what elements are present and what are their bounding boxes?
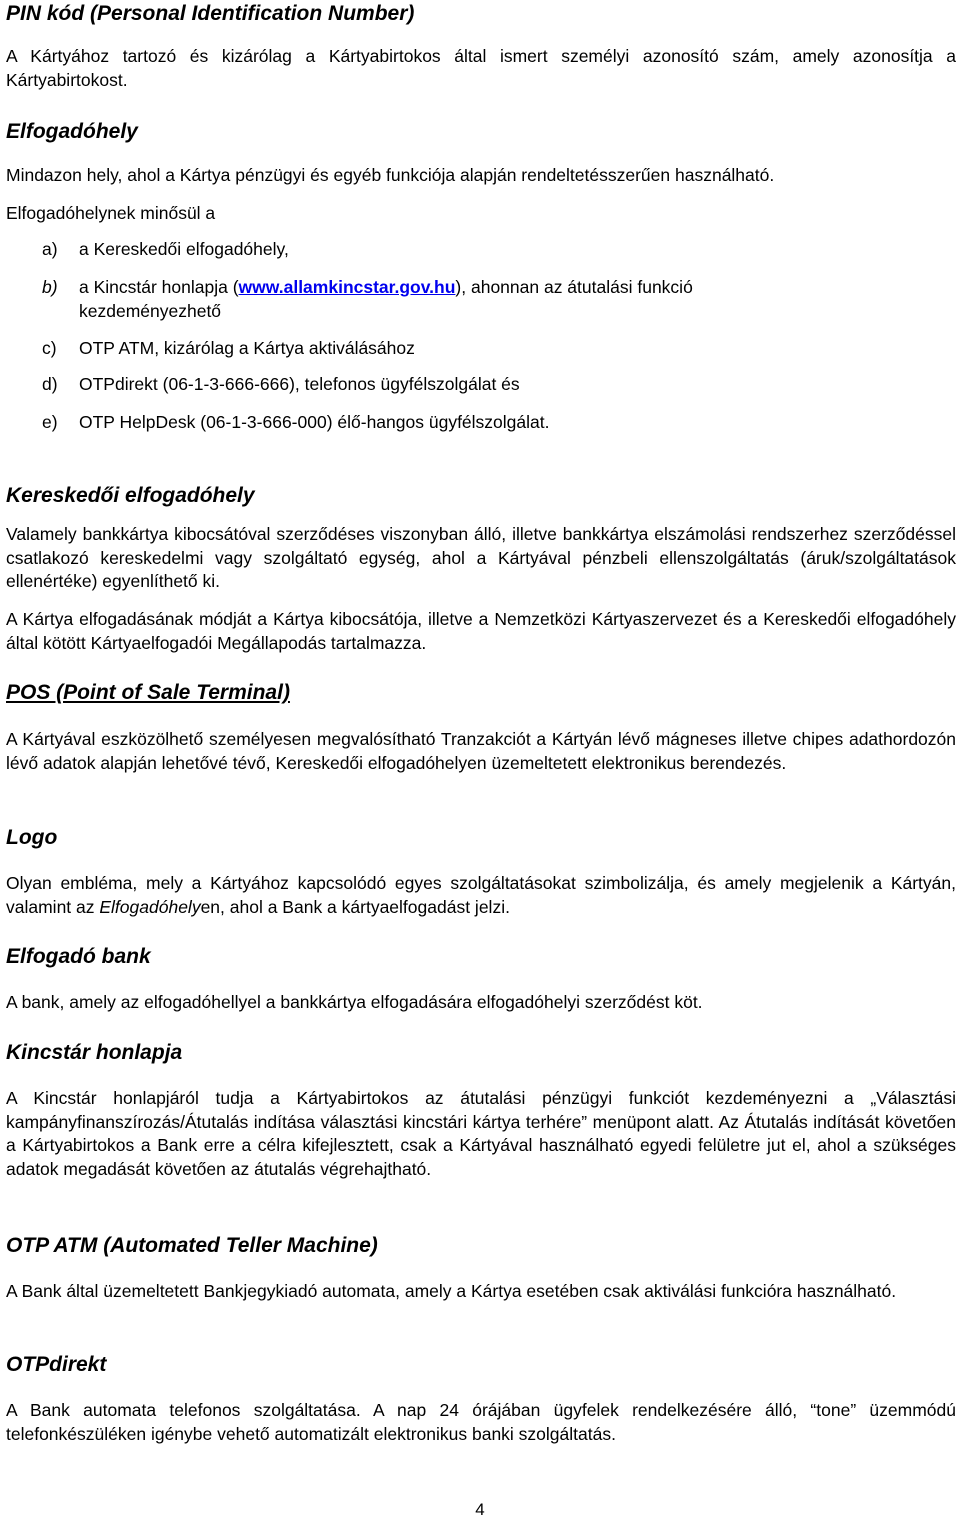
pos-definition: A Kártyával eszközölhető személyesen megvalósítható Tranzakciót a Kártyán lévő mágneses illetve chipes adathordozón lévő adatok alapján lehetővé tévő, Kereskedői elfogadóhelyen üzemeltetett elektronikus berendezés. <box>6 729 956 773</box>
kincstar-link[interactable]: www.allamkincstar.gov.hu <box>238 277 456 297</box>
logo-definition <box>6 872 956 919</box>
otp-atm-definition: A Bank által üzemeltetett Bankjegykiadó automata, amely a Kártya esetében csak aktiválási funkcióra használható. <box>6 1281 897 1301</box>
heading-kereskedoi: Kereskedői elfogadóhely <box>6 484 255 507</box>
heading-kincstar: Kincstár honlapja <box>6 1041 183 1064</box>
elfogado-bank-definition: A bank, amely az elfogadóhellyel a bankkártya elfogadására elfogadóhelyi szerződést köt. <box>6 992 703 1012</box>
list-marker: a) <box>42 239 58 259</box>
list-marker: c) <box>42 338 57 358</box>
elfogadohely-definition: Mindazon hely, ahol a Kártya pénzügyi és egyéb funkciója alapján rendeltetésszerűen használható. <box>6 165 775 185</box>
kincstar-definition: A Kincstár honlapjáról tudja a Kártyabirtokos az átutalási pénzügyi funkciót kezdeményezni a „Választási kampányfinanszírozás/Átutalás indítása választási kincstári kártya terhére” menüpont alatt. Az Átutalás indítását követően a Kártyabirtokos a Bank erre a célra kifejlesztett, csak a Kártyával használható egyedi felületre jut el, ahol a szükséges adatok megadását követően az átutalás végrehajtható. <box>6 1088 956 1179</box>
elfogadohely-intro: Elfogadóhelynek minősül a <box>6 203 216 223</box>
logo-text-before: Olyan embléma, mely a Kártyához kapcsolódó egyes szolgáltatásokat szimbolizálja, és amely megjelenik a Kártyán, valamint az <box>6 873 956 917</box>
heading-otp-atm: OTP ATM (Automated Teller Machine) <box>6 1234 378 1257</box>
heading-elfogadohely: Elfogadóhely <box>6 120 138 143</box>
logo-text-after: en, ahol a Bank a kártyaelfogadást jelzi. <box>200 896 510 917</box>
kereskedoi-note: A Kártya elfogadásának módját a Kártya kibocsátója, illetve a Nemzetközi Kártyaszervezet és a Kereskedői elfogadóhely által kötött Kártyaelfogadói Megállapodás tartalmazza. <box>6 609 956 653</box>
logo-text-italic: Elfogadóhely <box>99 896 201 917</box>
otpdirekt-definition: A Bank automata telefonos szolgáltatása. A nap 24 órájában ügyfelek rendelkezésére álló, “tone” üzemmódú telefonkészüléken igénybe vehető automatizált elektronikus banki szolgáltatás. <box>6 1400 956 1444</box>
pin-definition: A Kártyához tartozó és kizárólag a Kártyabirtokos által ismert személyi azonosító szám, amely azonosítja a Kártyabirtokost. <box>6 46 956 90</box>
list-text-before: a Kincstár honlapja ( <box>79 277 239 297</box>
list-text <box>79 276 839 323</box>
heading-logo: Logo <box>6 826 58 849</box>
list-marker: e) <box>42 412 58 432</box>
list-text: OTPdirekt (06-1-3-666-666), telefonos ügyfélszolgálat és <box>79 374 520 394</box>
list-text: OTP HelpDesk (06-1-3-666-000) élő-hangos ügyfélszolgálat. <box>79 412 550 432</box>
kereskedoi-definition: Valamely bankkártya kibocsátóval szerződéses viszonyban álló, illetve bankkártya elszámolási rendszerhez szerződéssel csatlakozó kereskedelmi vagy szolgáltató egység, ahol a Kártyával pénzbeli ellenszolgáltatás (áruk/szolgáltatások ellenértéke) egyenlíthető ki. <box>6 524 956 591</box>
list-text-after: ), ahonnan az átutalási funkció kezdeményezhető <box>79 277 693 321</box>
list-text: OTP ATM, kizárólag a Kártya aktiválásához <box>79 338 415 358</box>
page-number: 4 <box>475 1500 485 1519</box>
heading-otpdirekt: OTPdirekt <box>6 1353 107 1376</box>
heading-pos: POS (Point of Sale Terminal) <box>6 681 290 704</box>
heading-pin: PIN kód (Personal Identification Number) <box>6 2 415 25</box>
list-marker: b) <box>42 277 58 297</box>
heading-elfogado-bank: Elfogadó bank <box>6 945 151 968</box>
list-text: a Kereskedői elfogadóhely, <box>79 239 289 259</box>
list-marker: d) <box>42 374 58 394</box>
